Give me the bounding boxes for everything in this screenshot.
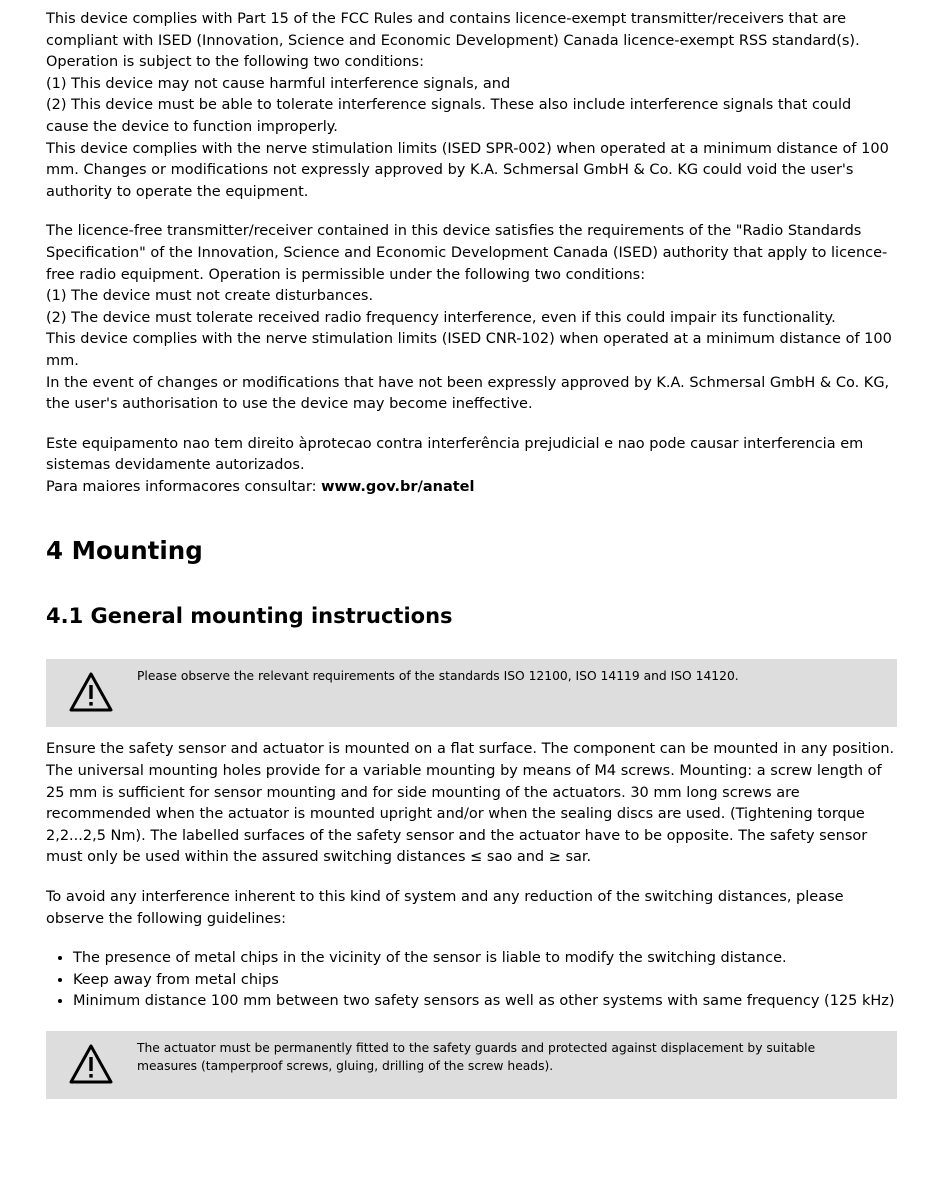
- ised-line: (2) The device must tolerate received radio frequency interference, even if this could impair its functionality.: [46, 309, 836, 326]
- ised-line: This device complies with the nerve stimulation limits (ISED CNR-102) when operated at a minimum distance of 100 mm.: [46, 331, 892, 369]
- warning-notice: [46, 659, 897, 727]
- interference-paragraph: To avoid any interference inherent to this kind of system and any reduction of the switching distances, please observe the following guidelines:: [46, 889, 844, 927]
- ised-compliance-block: [46, 221, 897, 415]
- anatel-line: Este equipamento nao tem direito àprotecao contra interferência prejudicial e nao pode causar interferencia em sistemas devidamente autorizados.: [46, 435, 864, 474]
- warning-triangle-icon: [68, 1043, 114, 1085]
- warning-notice: [46, 1031, 897, 1099]
- ised-line: The licence-free transmitter/receiver contained in this device satisfies the requirements of the "Radio Standards Specification" of the Innovation, Science and Economic Development Canada (ISED) authority that apply to licence-free radio equipment. Operation is permissible under the following two conditions:: [46, 223, 888, 283]
- anatel-info-prefix: Para maiores informacores consultar:: [46, 478, 322, 495]
- fcc-line: (2) This device must be able to tolerate interference signals. These also include interference signals that could cause the device to function improperly.: [46, 97, 852, 135]
- mounting-paragraph: Ensure the safety sensor and actuator is mounted on a flat surface. The component can be mounted in any position. The universal mounting holes provide for a variable mounting by means of M4 screws. Mounting: a screw length of 25 mm is sufficient for sensor mounting and for side mounting of the actuators. 30 mm long screws are recommended when the actuator is mounted upright and/or when the sealing discs are used. (Tightening torque 2,2...2,5 Nm). The labelled surfaces of the safety sensor and the actuator have to be opposite. The safety sensor must only be used within the assured switching distances ≤ sao and ≥ sar.: [46, 741, 895, 866]
- fcc-line: (1) This device may not cause harmful interference signals, and: [46, 75, 511, 92]
- section-heading-general-mounting: 4.1 General mounting instructions: [46, 604, 453, 629]
- list-item: • The presence of metal chips in the vicinity of the sensor is liable to modify the switching distance.: [73, 948, 897, 970]
- list-item: • Keep away from metal chips: [73, 970, 897, 992]
- warning-triangle-icon: [68, 671, 114, 713]
- fcc-compliance-block: [46, 9, 897, 203]
- fcc-line: Operation is subject to the following two conditions:: [46, 54, 424, 71]
- anatel-info-line: [46, 477, 897, 499]
- warning-notice-text: The actuator must be permanently fitted to the safety guards and protected against displacement by suitable measures (tamperproof screws, gluing, drilling of the screw heads).: [137, 1041, 816, 1073]
- section-heading-mounting: 4 Mounting: [46, 536, 203, 566]
- ised-line: In the event of changes or modifications that have not been expressly approved by K.A. Schmersal GmbH & Co. KG, the user's authorisation to use the device may become ineffective.: [46, 374, 890, 413]
- guidelines-list: [46, 948, 897, 1013]
- warning-notice-text: Please observe the relevant requirements of the standards ISO 12100, ISO 14119 and ISO 14120.: [137, 669, 739, 684]
- anatel-link: www.gov.br/anatel: [321, 478, 475, 495]
- ised-line: (1) The device must not create disturbances.: [46, 288, 374, 305]
- anatel-block: [46, 434, 897, 499]
- list-item: • Minimum distance 100 mm between two safety sensors as well as other systems with same frequency (125 kHz): [73, 991, 897, 1013]
- fcc-line: This device complies with the nerve stimulation limits (ISED SPR-002) when operated at a minimum distance of 100 mm. Changes or modifications not expressly approved by K.A. Schmersal GmbH & Co. KG could void the user's authority to operate the equipment.: [46, 140, 889, 200]
- fcc-line: This device complies with Part 15 of the FCC Rules and contains licence-exempt transmitter/receivers that are compliant with ISED (Innovation, Science and Economic Development) Canada licence-exempt RSS standard(s).: [46, 11, 860, 49]
